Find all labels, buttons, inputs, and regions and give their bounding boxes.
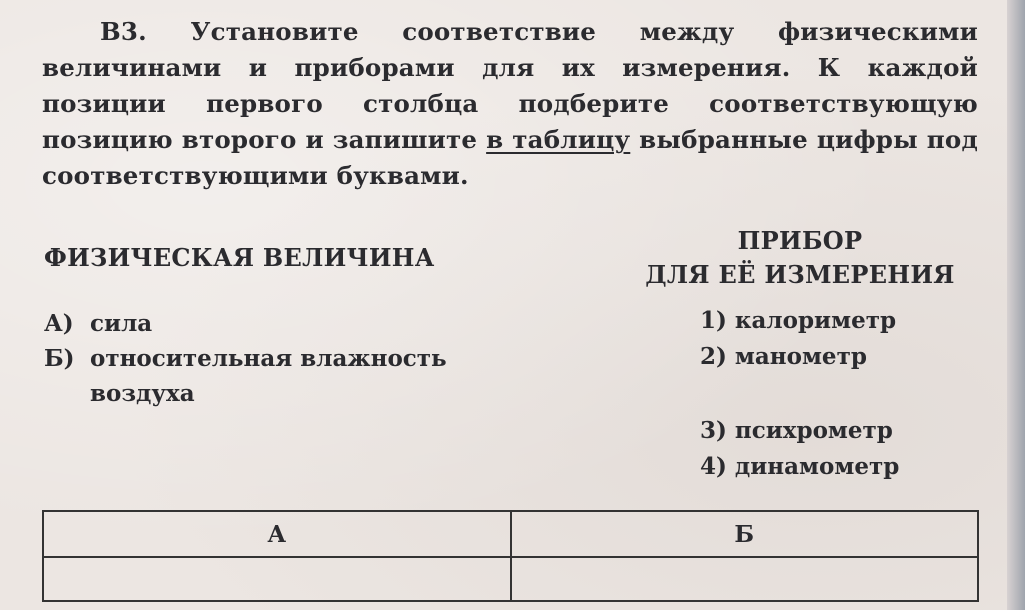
quantity-letter: Б) — [44, 345, 75, 372]
quantity-list — [44, 306, 447, 411]
quantity-item-b — [44, 341, 447, 376]
task-text — [42, 14, 978, 194]
answer-table-input-row — [43, 557, 978, 601]
instrument-item-4: 4) динамометр — [700, 453, 900, 480]
instrument-item-2: 2) манометр — [700, 343, 867, 370]
answer-header-a: А — [43, 511, 511, 557]
quantity-text-continuation: воздуха — [90, 380, 195, 407]
answer-table — [42, 510, 979, 602]
instrument-list — [700, 303, 899, 485]
page-edge — [1007, 0, 1025, 610]
instrument-item-3: 3) психрометр — [700, 417, 893, 444]
answer-table-header-row — [43, 511, 978, 557]
task-text-part1: Установите соответствие между физическими величинами и приборами для их измерения. К каждой позиции первого столбца подберите соответствующую позицию второго и запишите — [42, 17, 978, 154]
instrument-header-line2: ДЛЯ ЕЁ ИЗМЕРЕНИЯ — [645, 260, 955, 289]
task-number: В3. — [100, 17, 147, 46]
answer-cell-b[interactable] — [511, 557, 979, 601]
task-underlined-phrase: в таблицу — [486, 125, 631, 154]
quantity-text: относительная влажность — [90, 345, 447, 372]
quantity-column-header: ФИЗИЧЕСКАЯ ВЕЛИЧИНА — [44, 243, 435, 272]
answer-header-b: Б — [511, 511, 979, 557]
instrument-column-header — [610, 224, 990, 292]
answer-cell-a[interactable] — [43, 557, 511, 601]
task-text-part2: выбранные цифры под соответствующими буквами. — [42, 125, 978, 190]
quantity-text: сила — [90, 310, 153, 337]
instrument-item-1: 1) калориметр — [700, 307, 897, 334]
instrument-header-line1: ПРИБОР — [737, 226, 863, 255]
quantity-item-a — [44, 306, 447, 341]
quantity-letter: А) — [44, 310, 74, 337]
